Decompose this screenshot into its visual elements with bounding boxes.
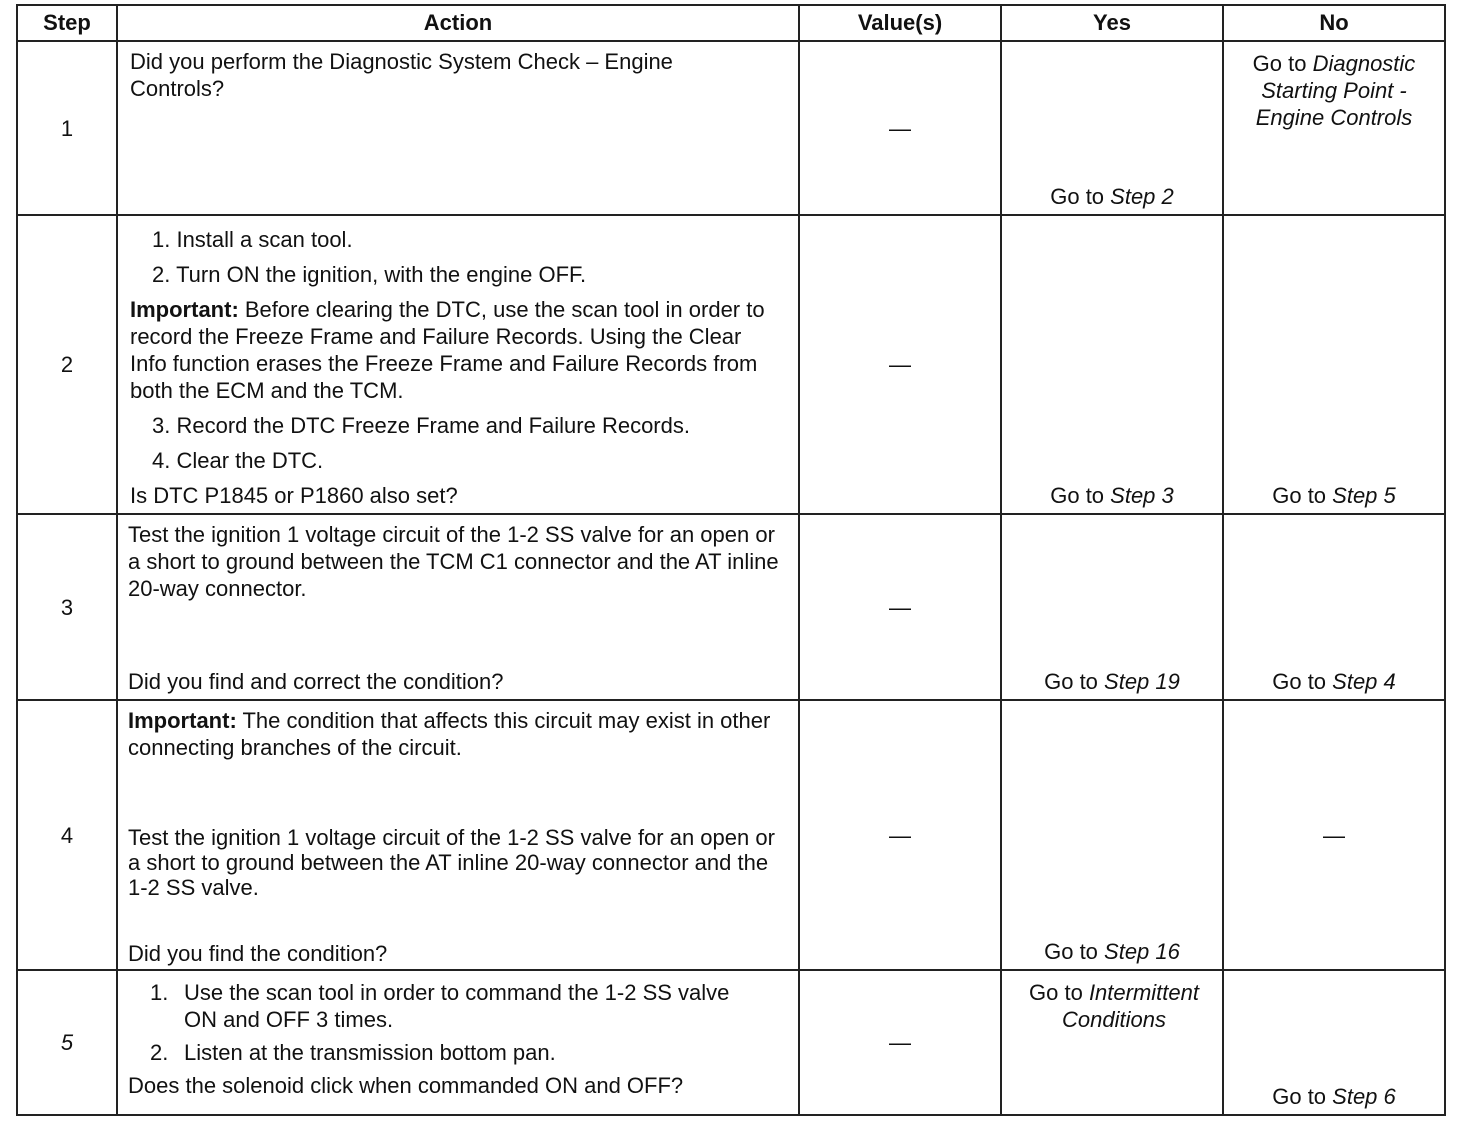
row5-yes: [1002, 971, 1222, 1114]
row2-no-link[interactable]: Step 5: [1332, 483, 1396, 508]
row3-yes: [1002, 515, 1222, 699]
row2-action: [118, 216, 798, 513]
row4-yes-prefix: Go to: [1044, 939, 1105, 964]
header-values: Value(s): [857, 10, 943, 35]
row4-important-label: Important:: [128, 708, 237, 733]
row2-item-2: 2. Turn ON the ignition, with the engine OFF.: [152, 262, 587, 287]
row2-no-prefix: Go to: [1272, 483, 1333, 508]
row3-action-text: Test the ignition 1 voltage circuit of the 1-2 SS valve for an open or a short to ground between the TCM C1 connector and the AT inline 20-way connector.: [128, 522, 779, 601]
row5-no-prefix: Go to: [1272, 1084, 1333, 1109]
diagnostic-table: [16, 4, 1446, 1116]
row4-yes: [1002, 701, 1222, 969]
row1-action: [118, 42, 798, 214]
row4-important-text: The condition that affects this circuit may exist in other connecting branches of the circuit.: [128, 708, 771, 760]
row4-yes-link[interactable]: Step 16: [1104, 939, 1180, 964]
row4-action: [118, 701, 798, 969]
row4-important: [128, 707, 788, 761]
row1-action-text: Did you perform the Diagnostic System Check – Engine Controls?: [130, 49, 673, 101]
header-no: No: [1319, 10, 1349, 35]
row5-action: [118, 971, 798, 1114]
row4-action-text: Test the ignition 1 voltage circuit of the 1-2 SS valve for an open or a short to ground between the AT inline 20-way connector and the 1-2 SS valve.: [128, 825, 775, 900]
row3-no-link[interactable]: Step 4: [1332, 669, 1396, 694]
row1-value: —: [889, 115, 911, 141]
row2-item-3: 3. Record the DTC Freeze Frame and Failure Records.: [152, 413, 690, 438]
row3-action: [118, 515, 798, 699]
row2-value: —: [889, 352, 911, 377]
row2-item-1: 1. Install a scan tool.: [152, 227, 353, 252]
row5-value: —: [889, 1030, 911, 1055]
row2-item-4: 4. Clear the DTC.: [152, 448, 324, 473]
row5-item-2-text: Listen at the transmission bottom pan.: [184, 1040, 556, 1065]
row3-yes-prefix: Go to: [1044, 669, 1105, 694]
row1-yes-link[interactable]: Step 2: [1110, 184, 1174, 209]
row3-step: 3: [60, 594, 74, 620]
row1-no: [1224, 42, 1444, 214]
row2-yes-prefix: Go to: [1050, 483, 1111, 508]
row5-item-1-text: Use the scan tool in order to command the 1-2 SS valve ON and OFF 3 times.: [184, 980, 730, 1032]
row2-important-label: Important:: [130, 297, 239, 322]
row1-yes-prefix: Go to: [1050, 184, 1111, 209]
row5-yes-link[interactable]: Intermittent Conditions: [1062, 980, 1199, 1032]
row5-question: Does the solenoid click when commanded ON and OFF?: [128, 1073, 684, 1098]
row3-yes-link[interactable]: Step 19: [1104, 669, 1180, 694]
row2-no: [1224, 216, 1444, 513]
row2-yes-link[interactable]: Step 3: [1110, 483, 1174, 508]
row4-question: Did you find the condition?: [128, 941, 388, 966]
row5-no-link[interactable]: Step 6: [1332, 1084, 1396, 1109]
row2-step: 2: [60, 352, 74, 377]
row3-no-prefix: Go to: [1272, 669, 1333, 694]
row5-yes-prefix: Go to: [1029, 980, 1089, 1005]
header-action: Action: [423, 10, 493, 35]
row3-value: —: [889, 594, 911, 620]
row2-important-text: Before clearing the DTC, use the scan tool in order to record the Freeze Frame and Failure Records. Using the Clear Info function erases the Freeze Frame and Failure Records from both the ECM and the TCM.: [130, 297, 765, 403]
row4-value: —: [889, 822, 911, 848]
row2-important: [130, 296, 780, 404]
row5-step: [18, 971, 116, 1114]
row5-step-number: 5: [60, 1030, 74, 1055]
row1-yes: [1002, 42, 1222, 214]
row5-no: [1224, 971, 1444, 1114]
row2-question: Is DTC P1845 or P1860 also set?: [130, 483, 458, 508]
header-yes: Yes: [1093, 10, 1131, 35]
row5-item-2-number: 2.: [150, 1040, 169, 1065]
row5-item-1: [128, 979, 788, 1033]
row1-step: 1: [60, 115, 74, 141]
row3-no: [1224, 515, 1444, 699]
row3-question: Did you find and correct the condition?: [128, 669, 504, 694]
row5-item-2: [128, 1039, 788, 1066]
row1-no-link[interactable]: Diagnostic Starting Point - Engine Controls: [1255, 51, 1416, 130]
row1-no-prefix: Go to: [1252, 51, 1313, 76]
row5-item-1-number: 1.: [150, 980, 169, 1005]
row2-yes: [1002, 216, 1222, 513]
header-step: Step: [43, 10, 91, 35]
row4-step: 4: [60, 822, 74, 848]
row4-no: —: [1323, 822, 1345, 848]
